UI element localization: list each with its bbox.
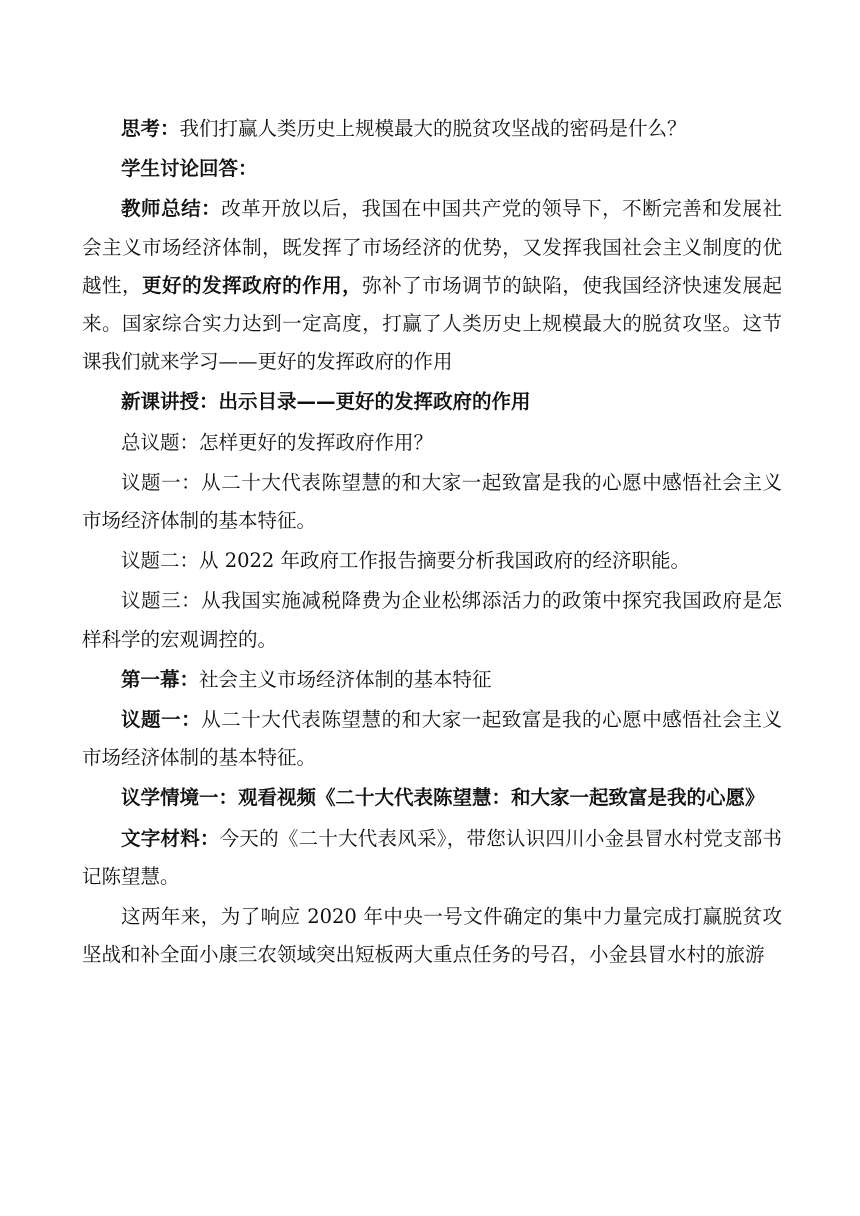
paragraph-topic-1 [82,464,782,540]
think-question: 我们打赢人类历史上规模最大的脱贫攻坚战的密码是什么？ [179,117,687,140]
student-answer-label: 学生讨论回答： [121,157,258,181]
paragraph-main-topic [82,424,782,462]
topic-3-text: 议题三：从我国实施减税降费为企业松绑添活力的政策中探究我国政府是怎样科学的宏观调控的。 [82,589,782,651]
paragraph-topic-2 [82,542,782,580]
act-1-label: 第一幕： [121,667,200,691]
new-lesson-heading: 新课讲授：出示目录——更好的发挥政府的作用 [121,390,531,414]
topic-1-text: 议题一：从二十大代表陈望慧的和大家一起致富是我的心愿中感悟社会主义市场经济体制的基本特征。 [82,470,782,533]
document-body [82,110,782,976]
text-material-label: 文字材料： [121,826,220,850]
situation-1-heading: 议学情境一：观看视频《二十大代表陈望慧：和大家一起致富是我的心愿》 [121,786,765,810]
topic-1-repeat-text: 从二十大代表陈望慧的和大家一起致富是我的心愿中感悟社会主义市场经济体制的基本特征。 [82,708,782,770]
recent-years-text: 这两年来，为了响应 2020 年中央一号文件确定的集中力量完成打赢脱贫攻坚战和补全面小康三农领域突出短板两大重点任务的号召，小金县冒水村的旅游 [82,905,782,967]
topic-2-text: 议题二：从 2022 年政府工作报告摘要分析我国政府的经济职能。 [121,549,691,573]
paragraph-student-answer [82,150,782,188]
teacher-summary-bold: 更好的发挥政府的作用， [142,273,363,297]
paragraph-act-1 [82,661,782,699]
topic-1-repeat-label: 议题一： [121,708,202,732]
teacher-summary-text-1: 改革开放以后，我国在中国共产党的领导下，不断完善和发展社会主义市场经济体制，既发挥了市场经济的优势，又发挥我国社会主义制度的优越性， [82,197,782,297]
main-topic-text: 总议题：怎样更好的发挥政府作用？ [121,430,434,454]
paragraph-teacher-summary [82,190,782,381]
paragraph-new-lesson [82,383,782,421]
teacher-summary-label: 教师总结： [121,197,222,221]
paragraph-recent-years [82,898,782,974]
text-material-text: 今天的《二十大代表风采》，带您认识四川小金县冒水村党支部书记陈望慧。 [82,826,782,888]
paragraph-situation-1 [82,779,782,817]
act-1-text: 社会主义市场经济体制的基本特征 [199,667,492,691]
paragraph-topic-3 [82,582,782,658]
paragraph-think [82,110,782,148]
paragraph-topic-1-repeat [82,701,782,777]
think-label: 思考： [121,117,180,140]
teacher-summary-text-2: 弥补了市场调节的缺陷，使我国经济快速发展起来。国家综合实力达到一定高度，打赢了人类历史上规模最大的脱贫攻坚。这节课我们就来学习——更好的发挥政府的作用 [82,273,782,374]
paragraph-text-material [82,820,782,896]
